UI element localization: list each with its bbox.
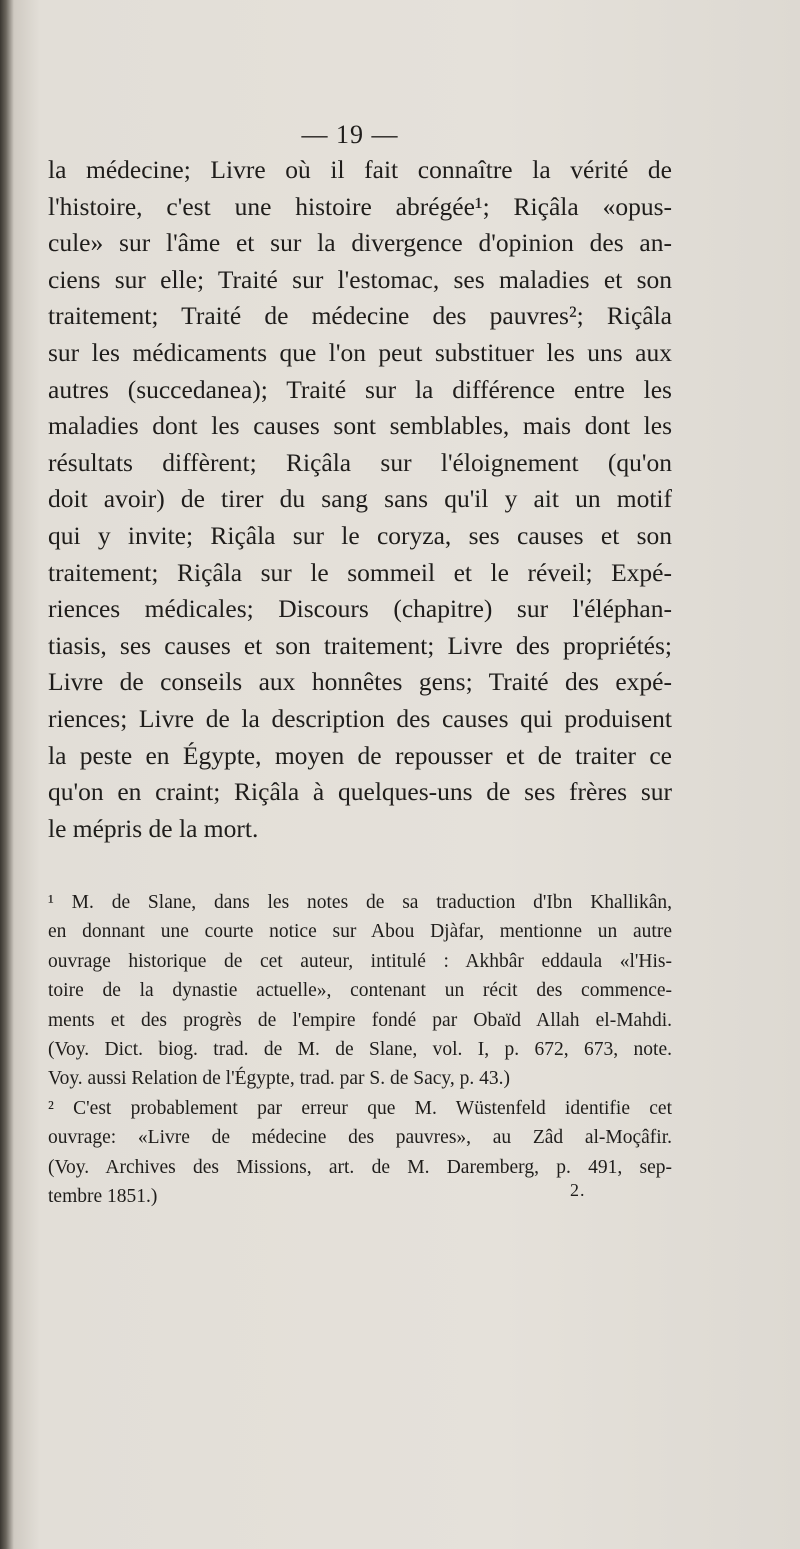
- footnote-line: ments et des progrès de l'empire fondé par Obaïd Allah el-Mahdi.: [48, 1009, 672, 1031]
- footnote-line: Voy. aussi Relation de l'Égypte, trad. par S. de Sacy, p. 43.): [48, 1068, 511, 1090]
- body-line: cule» sur l'âme et sur la divergence d'opinion des an-: [48, 228, 672, 258]
- body-line: qu'on en craint; Riçâla à quelques-uns de ses frères sur: [48, 777, 672, 807]
- body-line: tiasis, ses causes et son traitement; Livre des propriétés;: [48, 630, 672, 660]
- footnote-line: ² C'est probablement par erreur que M. Wüstenfeld identifie cet: [48, 1097, 672, 1119]
- footnotes: [48, 888, 672, 1211]
- body-line: maladies dont les causes sont semblables, mais dont les: [48, 411, 672, 441]
- body-line: l'histoire, c'est une histoire abrégée¹; Riçâla «opus-: [48, 191, 672, 221]
- footnote-line: toire de la dynastie actuelle», contenant un récit des commence-: [48, 980, 672, 1002]
- body-line: sur les médicaments que l'on peut substituer les uns aux: [48, 337, 672, 367]
- footnote-line: tembre 1851.): [48, 1185, 158, 1207]
- footnote-line: (Voy. Archives des Missions, art. de M. Daremberg, p. 491, sep-: [48, 1156, 672, 1178]
- body-line: la médecine; Livre où il fait connaître la vérité de: [48, 155, 672, 184]
- body-line: riences; Livre de la description des causes qui produisent: [48, 703, 672, 733]
- footnote-line: en donnant une courte notice sur Abou Djàfar, mentionne un autre: [48, 921, 672, 943]
- footnote-line: (Voy. Dict. biog. trad. de M. de Slane, vol. I, p. 672, 673, note.: [48, 1038, 672, 1060]
- footnote-line: ouvrage historique de cet auteur, intitulé : Akhbâr eddaula «l'His-: [48, 950, 672, 972]
- body-line: traitement; Riçâla sur le sommeil et le réveil; Expé-: [48, 557, 672, 587]
- body-line: résultats diffèrent; Riçâla sur l'éloignement (qu'on: [48, 447, 672, 477]
- body-line: Livre de conseils aux honnêtes gens; Traité des expé-: [48, 667, 672, 697]
- page-number: — 19 —: [301, 120, 399, 149]
- main-text: [48, 152, 672, 847]
- body-line: le mépris de la mort.: [48, 813, 259, 843]
- body-line: traitement; Traité de médecine des pauvres²; Riçâla: [48, 301, 672, 331]
- body-line: autres (succedanea); Traité sur la différence entre les: [48, 374, 672, 404]
- footnote-line: ouvrage: «Livre de médecine des pauvres», au Zâd al-Moçâfir.: [48, 1127, 672, 1149]
- body-line: qui y invite; Riçâla sur le coryza, ses causes et son: [48, 520, 672, 550]
- body-line: la peste en Égypte, moyen de repousser et de traiter ce: [48, 740, 672, 770]
- body-line: riences médicales; Discours (chapitre) sur l'éléphan-: [48, 594, 672, 624]
- signature-mark: 2.: [570, 1180, 586, 1200]
- body-line: doit avoir) de tirer du sang sans qu'il y ait un motif: [48, 484, 672, 514]
- body-line: ciens sur elle; Traité sur l'estomac, ses maladies et son: [48, 264, 672, 294]
- footnote-line: ¹ M. de Slane, dans les notes de sa traduction d'Ibn Khallikân,: [48, 892, 672, 913]
